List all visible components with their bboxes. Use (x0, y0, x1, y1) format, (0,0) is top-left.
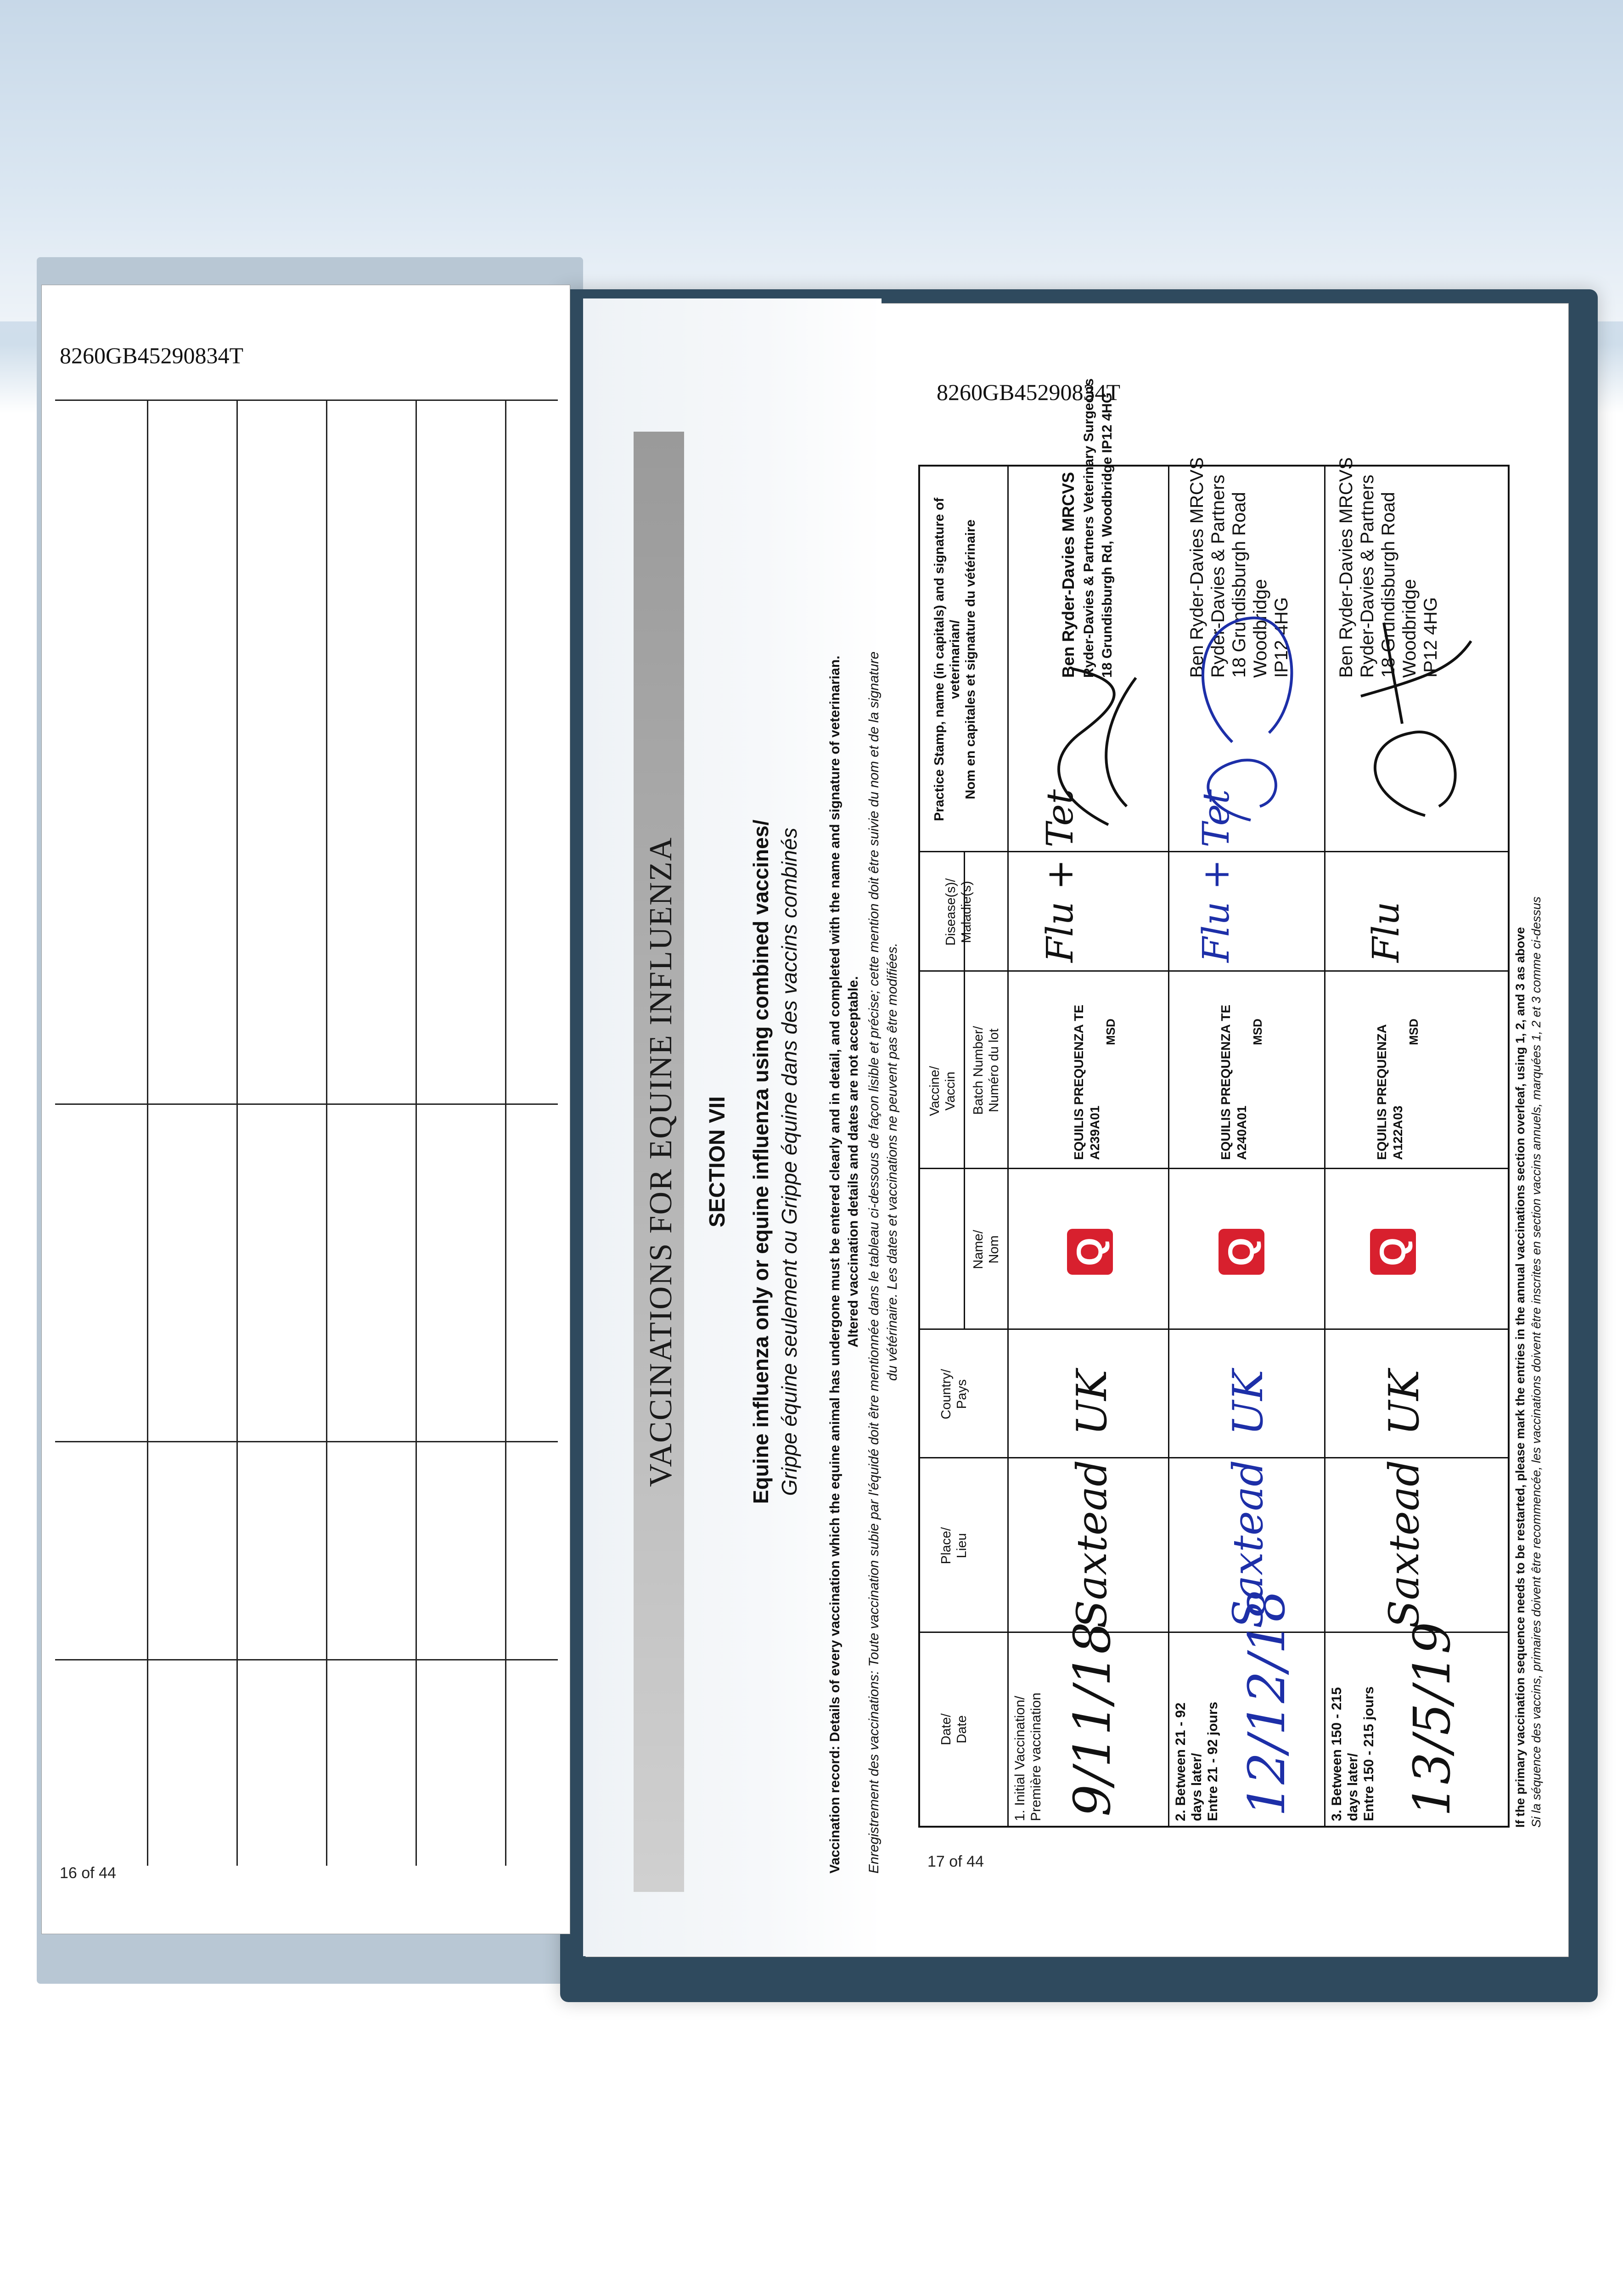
header-place: Place/ Lieu (939, 1527, 969, 1564)
row-1-batch: A239A01 (1088, 1105, 1102, 1160)
grid-row-line (55, 1441, 558, 1442)
left-page-header-id: 8260GB45290834T (60, 343, 243, 368)
header-practice-stamp: Practice Stamp, name (in capitals) and signature of veterinarian/ Nom en capitales et signature du vétérinaire (932, 497, 978, 822)
row-1-place: Saxtead (1068, 1460, 1116, 1628)
row-3-msd-logo: MSD (1407, 1019, 1421, 1045)
row-1-stamp-line-1: Ben Ryder-Davies MRCVS (1059, 472, 1078, 678)
grid-column-line (326, 401, 327, 1866)
row-1-country: UK (1068, 1369, 1116, 1435)
row-2-stamp-line-4: Woodbridge (1250, 579, 1270, 678)
footer-note-english: If the primary vaccination sequence needs to be restarted, please mark the entries in the annual vaccinations section overleaf, using 1, 2, and 3 as above (1513, 927, 1527, 1828)
row-3-label: 3. Between 150 - 215 days later/ Entre 150 - 215 jours (1329, 1686, 1376, 1821)
instruction-line-3: Enregistrement des vaccinations: Toute vaccination subie par l'équidé doit être mentionnée dans le tableau ci-dessous de façon lisible et précise; cette mention doit être suivie du nom et de la signature (866, 651, 882, 1874)
row-3-stamp-line-4: Woodbridge (1399, 579, 1420, 678)
row-2-batch: A240A01 (1235, 1105, 1249, 1160)
row-2-label: 2. Between 21 - 92 days later/ Entre 21 - 92 jours (1173, 1701, 1220, 1821)
row-3-place: Saxtead (1380, 1460, 1428, 1628)
grid-column-line (505, 401, 506, 1866)
row-2-product: EQUILIS PREQUENZA TE (1219, 1004, 1233, 1160)
header-country: Country/ Pays (939, 1369, 969, 1419)
section-number: SECTION VII (705, 1096, 730, 1227)
row-3-product: EQUILIS PREQUENZA (1375, 1024, 1389, 1160)
row-2-stamp-line-3: 18 Grundisburgh Road (1229, 492, 1249, 678)
header-name: Name/ Nom (971, 1230, 1001, 1269)
table-header-line (1007, 467, 1009, 1826)
row-3-batch: A122A03 (1391, 1105, 1405, 1160)
row-1-product: EQUILIS PREQUENZA TE (1072, 1004, 1086, 1160)
instruction-line-4: du vétérinaire. Les dates et vaccinations ne peuvent pas être modifiées. (885, 943, 900, 1381)
row-1-disease: Flu + Tet (1039, 789, 1081, 962)
table-row-line (1324, 467, 1325, 1826)
row-1-stamp-line-3: 18 Grundisburgh Rd, Woodbridge IP12 4HG (1100, 392, 1115, 678)
row-2-stamp-line-5: IP12 4HG (1271, 597, 1292, 678)
row-2-signature (1177, 604, 1315, 834)
right-page-header-id: 8260GB45290834T (937, 379, 1120, 405)
row-2-stamp-line-1: Ben Ryder-Davies MRCVS (1187, 457, 1207, 678)
section-banner-title: VACCINATIONS FOR EQUINE INFLUENZA (643, 836, 679, 1487)
row-2-country: UK (1224, 1369, 1272, 1435)
row-3-disease: Flu (1365, 901, 1407, 962)
row-3-stamp-line-5: IP12 4HG (1421, 597, 1441, 678)
row-2-disease: Flu + Tet (1195, 789, 1237, 962)
row-1-label: 1. Initial Vaccination/ Première vaccination (1012, 1692, 1044, 1821)
grid-column-line (236, 401, 238, 1866)
left-page-number: 16 of 44 (60, 1864, 116, 1882)
row-2-date: 12/12/18 (1237, 1589, 1296, 1817)
header-disease: Disease(s)/ Maladie(s) (943, 878, 974, 946)
header-date: Date/ Date (939, 1713, 969, 1745)
row-1-signature (1016, 659, 1163, 834)
instruction-line-1: Vaccination record: Details of every vaccination which the equine animal has undergone must be entered clearly and in detail, and completed with the name and signature of veterinarian. (827, 655, 842, 1874)
header-vaccine: Vaccine/ Vaccin (927, 1066, 958, 1116)
row-2-msd-logo: MSD (1251, 1019, 1264, 1045)
right-page-number: 17 of 44 (927, 1853, 984, 1870)
grid-row-line (55, 1103, 558, 1105)
row-3-date: 13/5/19 (1403, 1621, 1461, 1817)
grid-column-line (416, 401, 417, 1866)
row-1-stamp-line-2: Ryder-Davies & Partners Veterinary Surgeons (1081, 378, 1096, 678)
section-title-french: Grippe équine seulement ou Grippe équine dans des vaccins combinés (777, 827, 801, 1496)
row-2-stamp-line-2: Ryder-Davies & Partners (1208, 474, 1228, 678)
row-3-stamp-line-2: Ryder-Davies & Partners (1357, 474, 1377, 678)
section-title-english: Equine influenza only or equine influenza using combined vaccines/ (749, 819, 773, 1504)
header-batch: Batch Number/ Numéro du lot (971, 1026, 1001, 1115)
row-3-stamp-line-1: Ben Ryder-Davies MRCVS (1336, 457, 1356, 678)
row-3-stamp-line-3: 18 Grundisburgh Road (1378, 492, 1398, 678)
row-1-date: 9/11/18 (1063, 1621, 1122, 1817)
prequenza-logo: Q (1370, 1229, 1416, 1275)
prequenza-logo: Q (1219, 1229, 1264, 1275)
prequenza-logo: Q (1067, 1229, 1113, 1275)
footer-note-french: Si la séquence des vaccins, primaires doivent être recommencée, les vaccinations doivent être inscrites en section vaccins annuels, marquées 1, 2 et 3 comme ci-dessus (1529, 896, 1543, 1828)
row-1-msd-logo: MSD (1104, 1019, 1118, 1045)
left-page-grid (55, 400, 558, 1866)
grid-column-line (147, 401, 148, 1866)
row-3-country: UK (1380, 1369, 1428, 1435)
row-3-signature (1333, 604, 1485, 834)
row-2-place: Saxtead (1224, 1460, 1272, 1628)
table-row-line (1168, 467, 1169, 1826)
grid-row-line (55, 1659, 558, 1660)
instruction-line-2: Altered vaccination details and dates are not acceptable. (846, 976, 861, 1348)
